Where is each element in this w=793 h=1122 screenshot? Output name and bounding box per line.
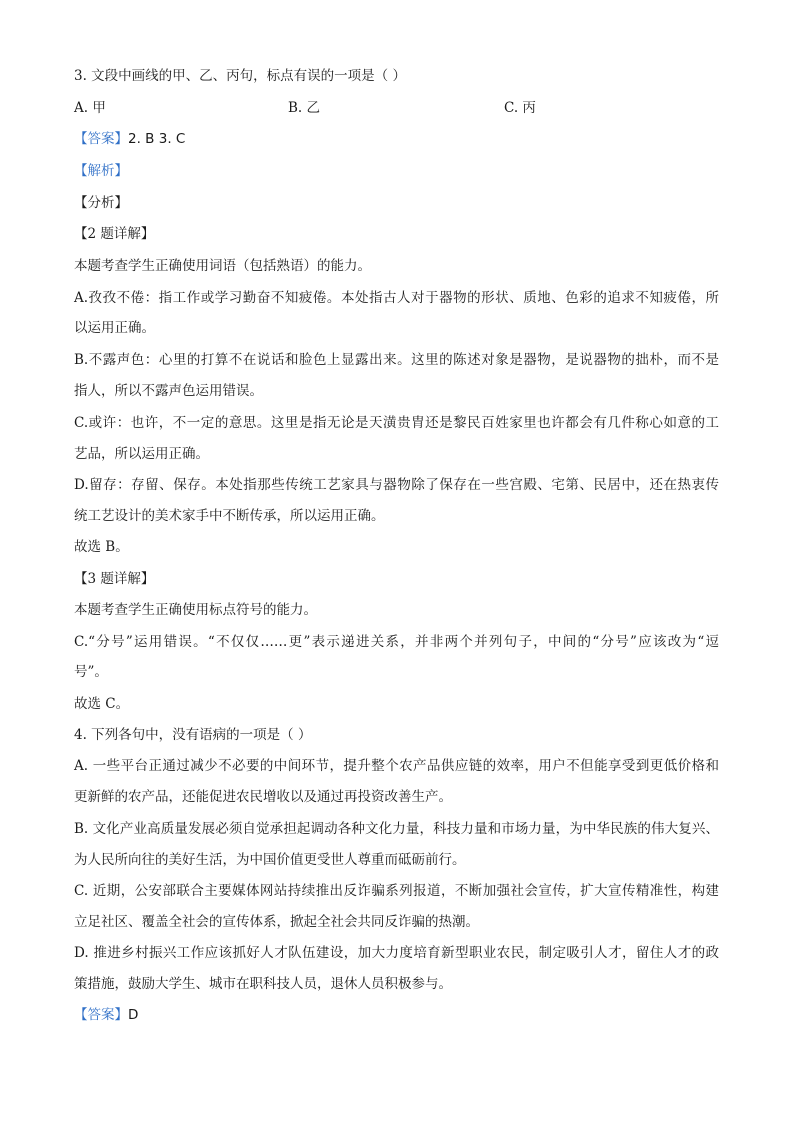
q2-detail-line: D.留存：存留、保存。本处指那些传统工艺家具与器物除了保存在一些宫殿、宅第、民居中，还在热衷传: [74, 477, 719, 493]
q3-conclusion: 故选 C。: [74, 696, 130, 712]
q2-conclusion: 故选 B。: [74, 539, 129, 555]
answer-line-2: [74, 1005, 138, 1025]
q2-detail-line: 指人，所以不露声色运用错误。: [74, 383, 263, 399]
q4-option-line: 为人民所向往的美好生活，为中国价值更受世人尊重而砥砺前行。: [74, 852, 466, 868]
q4-option-line: 策措施，鼓励大学生、城市在职科技人员，退休人员积极参与。: [74, 976, 452, 992]
q2-detail-line: 统工艺设计的美术家手中不断传承，所以运用正确。: [74, 508, 385, 524]
q2-detail-line: C.或许：也许，不一定的意思。这里是指无论是天潢贵胄还是黎民百姓家里也许都会有几件称心如意的工: [74, 415, 719, 431]
q3-option-a: A. 甲: [74, 100, 106, 116]
answer-tag: 【答案】: [74, 131, 128, 147]
q3-stem: 3. 文段中画线的甲、乙、丙句，标点有误的一项是（ ）: [74, 68, 406, 84]
fenxi-heading: 【分析】: [74, 195, 128, 211]
answer-text: 2. B 3. C: [128, 131, 186, 147]
q4-option-line: B. 文化产业高质量发展必须自觉承担起调动各种文化力量，科技力量和市场力量，为中华民族的伟大复兴、: [74, 821, 719, 837]
q4-option-line: A. 一些平台正通过减少不必要的中间环节，提升整个农产品供应链的效率，用户不但能享受到更低价格和: [74, 758, 719, 774]
q3-option-c: C. 丙: [504, 100, 536, 116]
q2-detail-line: B.不露声色：心里的打算不在说话和脸色上显露出来。这里的陈述对象是器物，是说器物的拙朴，而不是: [74, 352, 719, 368]
q2-detail-line: A.孜孜不倦：指工作或学习勤奋不知疲倦。本处指古人对于器物的形状、质地、色彩的追求不知疲倦，所: [74, 290, 719, 306]
q3-detail-line: 号”。: [74, 664, 108, 680]
answer-tag: 【答案】: [74, 1007, 128, 1023]
q4-option-line: D. 推进乡村振兴工作应该抓好人才队伍建设，加大力度培育新型职业农民，制定吸引人才，留住人才的政: [74, 945, 719, 961]
q3-option-b: B. 乙: [288, 100, 321, 116]
answer-line-1: [74, 129, 185, 149]
q2-detail-line: 以运用正确。: [74, 320, 155, 336]
q3-detail-line: C.“分号”运用错误。“不仅仅……更”表示递进关系，并非两个并列句子，中间的“分号”应该改为“逗: [74, 634, 719, 650]
q4-stem: 4. 下列各句中，没有语病的一项是（ ）: [74, 727, 312, 743]
q4-option-line: 立足社区、覆盖全社会的宣传体系，掀起全社会共同反诈骗的热潮。: [74, 914, 479, 930]
q2-detail-line: 艺品，所以运用正确。: [74, 446, 209, 462]
q4-option-line: 更新鲜的农产品，还能促进农民增收以及通过再投资改善生产。: [74, 789, 452, 805]
q4-option-line: C. 近期，公安部联合主要媒体网站持续推出反诈骗系列报道，不断加强社会宣传，扩大宣传精准性，构建: [74, 883, 719, 899]
q2-detail-intro: 本题考查学生正确使用词语（包括熟语）的能力。: [74, 258, 371, 274]
answer-text: D: [128, 1007, 139, 1023]
q3-detail-intro: 本题考查学生正确使用标点符号的能力。: [74, 602, 317, 618]
analysis-tag: 【解析】: [74, 163, 128, 179]
q2-detail-heading: 【2 题详解】: [74, 226, 155, 242]
q3-detail-heading: 【3 题详解】: [74, 571, 155, 587]
